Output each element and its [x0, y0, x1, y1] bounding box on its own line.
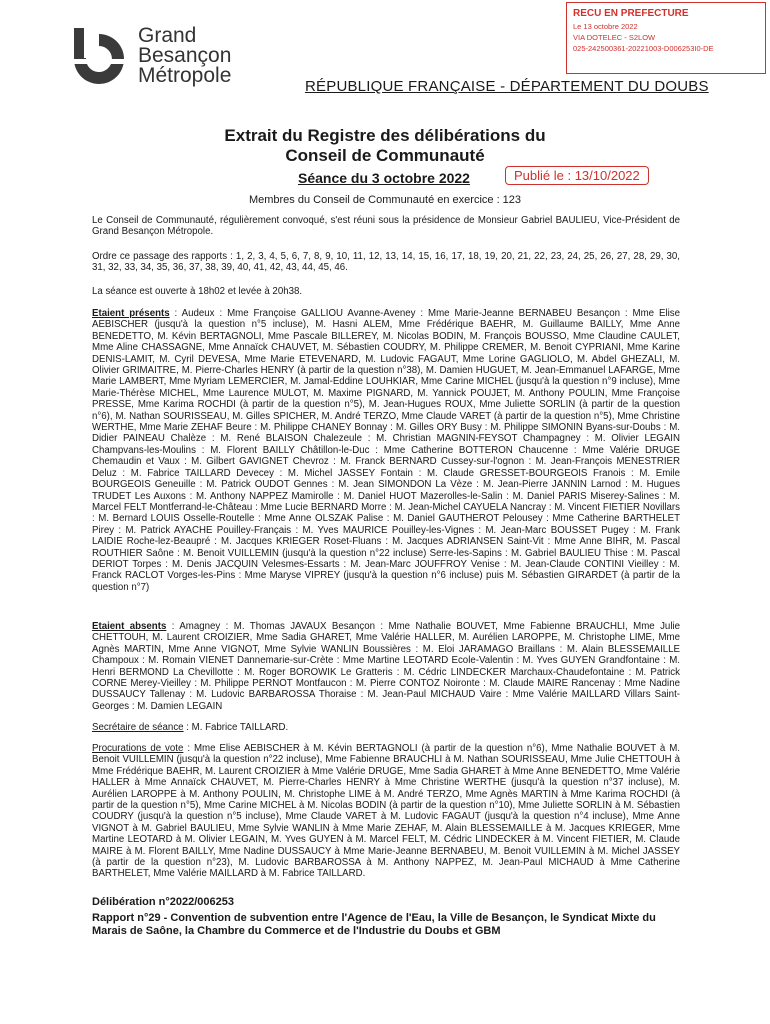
republic-header: RÉPUBLIQUE FRANÇAISE - DÉPARTEMENT DU DOUBS [305, 78, 709, 95]
order-paragraph [92, 251, 680, 274]
members-count: Membres du Conseil de Communauté en exercice : 123 [248, 194, 522, 206]
proxy-votes [92, 743, 680, 880]
logo-line-2: Besançon [138, 44, 232, 67]
stamp-date: Le 13 octobre 2022 [573, 22, 638, 31]
order-text: Ordre ce passage des rapports : 1, 2, 3, 4, 5, 6, 7, 8, 9, 10, 11, 12, 13, 14, 15, 16, 17, 18, 19, 20, 21, 22, 23, 24, 25, 26, 27, 28, 29, 30, 31, 32, 33, 34, 35, 36, 37, 38, 39, 40, 41, 42, 43, 44, 45, 46. [92, 251, 680, 274]
title-line-1: Extrait du Registre des délibérations du [224, 126, 546, 145]
proxy-label: Procurations de vote [92, 743, 184, 754]
absent-label: Etaient absents [92, 621, 167, 632]
stamp-title: RECU EN PREFECTURE [573, 8, 689, 19]
intro-text: Le Conseil de Communauté, régulièrement convoqué, s'est réuni sous la présidence de Monsieur Gabriel BAULIEU, Vice-Président de Grand Besançon Métropole. [92, 215, 680, 238]
gbm-logo [68, 26, 298, 90]
secretary-name: : M. Fabrice TAILLARD. [183, 722, 289, 733]
logo-line-3: Métropole [138, 64, 232, 87]
logo-line-1: Grand [138, 24, 197, 47]
deliberation-number: Délibération n°2022/006253 [92, 896, 234, 908]
document-title [0, 126, 770, 166]
seance-date: Séance du 3 octobre 2022 [298, 170, 470, 186]
present-list: : Audeux : Mme Françoise GALLIOU Avanne-Aveney : Mme Marie-Jeanne BERNABEU Besançon : Mme Elise AEBISCHER (jusqu'à la question n°5 incluse), M. Hasni ALEM, Mme Frédérique BAEHR, M. Guillaume BAILLY, Mme Anne BENEDETTO, M. Kévin BERTAGNOLI, Mme Pascale BILLEREY, M. Nicolas BODIN, M. François BOUSSO, Mme Claudine CAULET, Mme Aline CHASSAGNE, Mme Annaïck CHAUVET, M. Sébastien COUDRY, M. Philippe CREMER, M. Benoit CYPRIANI, Mme Karine DENIS-LAMIT, M. Cyril DEVESA, Mme Marie ETEVENARD, M. Ludovic FAGAUT, Mme Lorine GAGLIOLO, M. Abdel GHEZALI, M. Olivier GRIMAITRE, M. Pierre-Charles HENRY (à partir de la question n°38), M. Damien HUGUET, M. Jean-Emmanuel LAFARGE, Mme Marie LAMBERT, Mme Myriam LEMERCIER, M. Jamal-Eddine LOUHKIAR, Mme Carine MICHEL (jusqu'à la question n°9 incluse), Mme Marie-Thérèse MICHEL, Mme Laurence MULOT, M. Maxime PIGNARD, M. Yannick POUJET, M. Anthony POULIN, Mme Françoise PRESSE, Mme Karima ROCHDI (à partir de la question n°5), M. Jean-Hugues ROUX, Mme Juliette SORLIN (à partir de la question n°6), M. Nathan SOURISSEAU, M. Gilles SPICHER, M. André TERZO, Mme Claude VARET (à partir de la question n°5), Mme Christine WERTHE, Mme Marie ZEHAF Beure : M. Philippe CHANEY Bonnay : M. Gilles ORY Busy : M. Philippe SIMONIN Byans-sur-Doubs : M. Didier PAINEAU Chalèze : M. René BLAISON Chalezeule : M. Christian MAGNIN-FEYSOT Champagney : M. Olivier LEGAIN Champvans-les-Moulins : M. Florent BAILLY Châtillon-le-Duc : Mme Catherine BOTTERON Chaucenne : Mme Valérie DRUGE Chemaudin et Vaux : M. Gilbert GAVIGNET Chevroz : M. Franck BERNARD Cussey-sur-l'ognon : M. Jean-François MENESTRIER Deluz : M. Fabrice TAILLARD Devecey : M. Michel JASSEY Fontain : M. Claude GRESSET-BOURGEOIS Franois : M. Emile BOURGEOIS Geneuille : M. Patrick OUDOT Gennes : M. Jean SIMONDON La Vèze : M. Jean-Pierre JANNIN Larnod : M. Hugues TRUDET Les Auxons : M. Anthony NAPPEZ Mamirolle : M. Daniel HUOT Mazerolles-le-Salin : M. Daniel PARIS Miserey-Salines : M. Marcel FELT Montferrand-le-Château : Mme Lucie BERNARD Morre : M. Jean-Michel CAYUELA Nancray : M. Vincent FIETIER Novillars : M. Bernard LOUIS Osselle-Routelle : Mme Anne OLSZAK Palise : M. Daniel GAUTHEROT Pelousey : Mme Catherine BARTHELET Pirey : M. Patrick AYACHE Pouilley-Français : M. Yves MAURICE Pouilley-les-Vignes : M. Jean-Marc BOUSSET Pugey : M. Frank LAIDIE Roche-lez-Beaupré : M. Jacques KRIEGER Roset-Fluans : M. Jacques ADRIANSEN Saint-Vit : Mme Anne BIHR, M. Pascal ROUTHIER Saône : M. Benoit VUILLEMIN (jusqu'à la question n°22 incluse) Serre-les-Sapins : M. Gabriel BAULIEU Thise : M. Pascal DERIOT Torpes : M. Denis JACQUIN Velesmes-Essarts : M. Jean-Marc JOUFFROY Venise : M. Jean-Claude CONTINI Vieilley : M. Franck RACLOT Vorges-les-Pins : Mme Maryse VIPREY (jusqu'à la question n°6 incluse) puis M. Sébastien GIRARDET (à partir de la question n°7) [92, 308, 680, 593]
gbm-logo-icon [68, 26, 130, 88]
secretary [92, 722, 680, 733]
absent-list: : Amagney : M. Thomas JAVAUX Besançon : Mme Nathalie BOUVET, Mme Fabienne BRAUCHLI, Mme Julie CHETTOUH, M. Laurent CROIZIER, Mme Sadia GHARET, Mme Valérie HALLER, M. Aurélien LAROPPE, M. Christophe LIME, Mme Agnès MARTIN, Mme Anne VIGNOT, Mme Sylvie WANLIN Boussières : M. Eloi JARAMAGO Braillans : M. Alain BLESSEMAILLE Champoux : M. Romain VIENET Dannemarie-sur-Crète : Mme Martine LEOTARD Ecole-Valentin : M. Yves GUYEN Grandfontaine : M. Henri BERMOND La Chevillotte : M. Roger BOROWIK Le Gratteris : M. Cédric LINDECKER Marchaux-Chaudefontaine : M. Patrick CORNE Merey-Vieilley : M. Philippe PERNOT Montfaucon : M. Pierre CONTOZ Noironte : M. Claude MAIRE Rancenay : Mme Nadine DUSSAUCY Tallenay : M. Ludovic BARBAROSSA Thoraise : M. Jean-Paul MICHAUD Vaire : Mme Valérie MAILLARD Villars Saint-Georges : M. Damien LEGAIN [92, 621, 681, 712]
absent-members [92, 621, 680, 712]
opening-text: La séance est ouverte à 18h02 et levée à 20h38. [92, 286, 303, 297]
opening-paragraph [92, 286, 680, 297]
title-line-2: Conseil de Communauté [285, 146, 485, 165]
published-badge: Publié le : 13/10/2022 [505, 166, 649, 185]
report-title: Rapport n°29 - Convention de subvention entre l'Agence de l'Eau, la Ville de Besançon, le Syndicat Mixte du Marais de Saône, la Chambre du Commerce et de l'Industrie du Doubs et GBM [92, 912, 656, 937]
stamp-via: VIA DOTELEC - S2LOW [573, 33, 656, 42]
logo-text [138, 26, 231, 86]
present-label: Etaient présents [92, 308, 170, 319]
intro-paragraph [92, 215, 680, 238]
proxy-list: : Mme Elise AEBISCHER à M. Kévin BERTAGNOLI (à partir de la question n°6), Mme Nathalie BOUVET à M. Benoit VUILLEMIN (jusqu'à la question n°22 incluse), Mme Fabienne BRAUCHLI à M. Nathan SOURISSEAU, Mme Julie CHETTOUH à Mme Frédérique BAEHR, M. Laurent CROIZIER à Mme Valérie DRUGE, Mme Sadia GHARET à Mme Anne BENEDETTO, Mme Valérie HALLER à Mme Annaïck CHAUVET, M. Pierre-Charles HENRY à Mme Christine WERTHE (jusqu'à la question n°37 incluse), M. Aurélien LAROPPE à M. Anthony POULIN, M. Christophe LIME à M. André TERZO, Mme Agnès MARTIN à Mme Karima ROCHDI (à partir de la question n°5), Mme Carine MICHEL à M. Nicolas BODIN (à partir de la question n°10), Mme Juliette SORLIN à M. Sébastien COUDRY (jusqu'à la question n°5 incluse), Mme Claude VARET à M. Ludovic FAGAUT (jusqu'à la question n°4 incluse), Mme Anne VIGNOT à M. Gabriel BAULIEU, Mme Sylvie WANLIN à Mme Marie ZEHAF, M. Alain BLESSEMAILLE à M. Jacques KRIEGER, Mme Martine LEOTARD à M. Olivier LEGAIN, M. Yves GUYEN à M. Marcel FELT, M. Cédric LINDECKER à M. Vincent FIETIER, M. Claude MAIRE à M. Florent BAILLY, Mme Nadine DUSSAUCY à Mme Marie-Jeanne BERNABEU, M. Benoit VUILLEMIN à M. Michel JASSEY (à partir de la question n°23), M. Ludovic BARBAROSSA à M. Anthony NAPPEZ, M. Jean-Paul MICHAUD à Mme Catherine BARTHELET, Mme Valérie MAILLARD à M. Fabrice TAILLARD. [92, 743, 681, 880]
present-members [92, 308, 680, 593]
secretary-label: Secrétaire de séance [92, 722, 184, 733]
stamp-ref: 025-242500361-20221003-D006253I0-DE [573, 44, 714, 53]
prefecture-stamp [566, 2, 766, 74]
